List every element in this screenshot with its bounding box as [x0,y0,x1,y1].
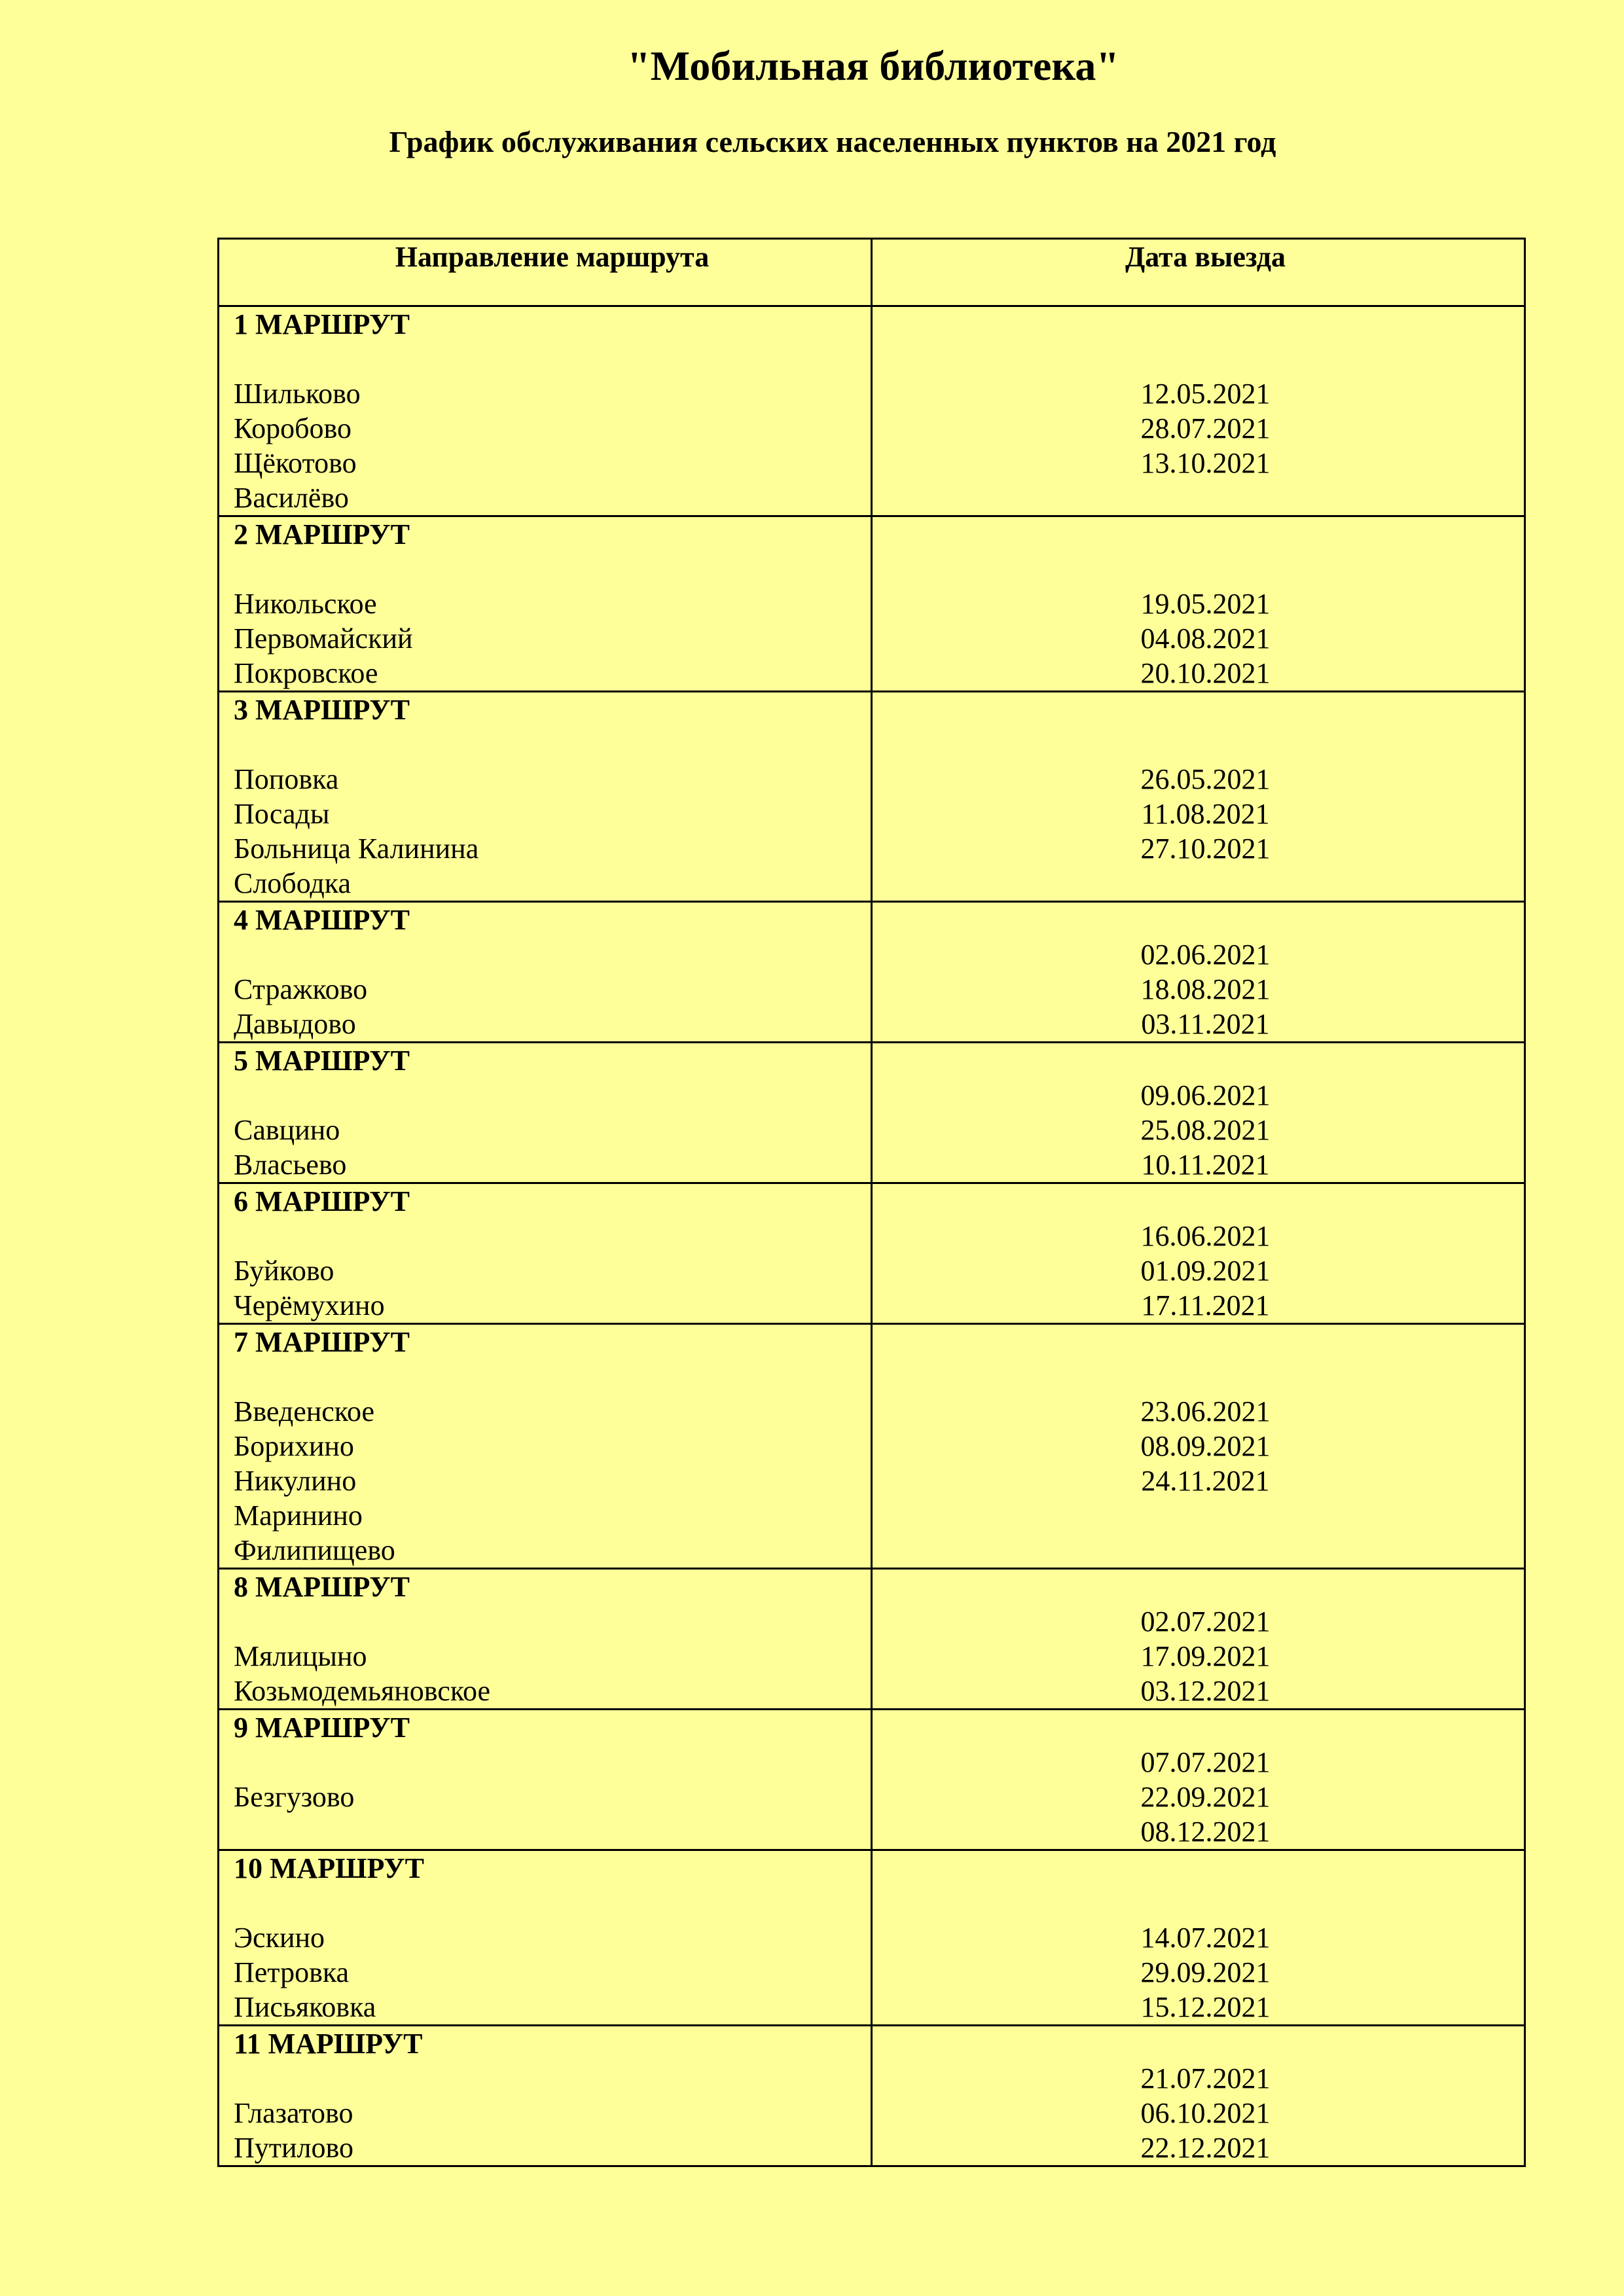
settlement-name: Поповка [234,763,339,795]
departure-date: 23.06.2021 [1140,1395,1271,1427]
settlement-name [234,342,871,376]
departure-date: 22.12.2021 [1140,2132,1271,2164]
route-dates-cell [872,1710,1525,1850]
departure-date: 21.07.2021 [1140,2062,1271,2094]
settlement-name [234,1359,871,1394]
schedule-table [217,238,1526,2167]
departure-date: 20.10.2021 [1140,657,1271,689]
settlement-name: Глазатово [234,2097,353,2129]
departure-date [887,1325,1524,1359]
departure-date [887,1498,1524,1533]
route-name: 5 МАРШРУТ [234,1045,410,1077]
settlement-name [234,1814,871,1849]
departure-date [887,480,1524,515]
route-row [219,2026,1525,2166]
route-row [219,902,1525,1043]
departure-date: 16.06.2021 [1140,1220,1271,1252]
departure-date: 07.07.2021 [1140,1746,1271,1778]
route-dates-cell [872,1324,1525,1569]
settlement-name [234,2061,871,2096]
departure-date: 17.09.2021 [1140,1640,1271,1672]
departure-date: 03.11.2021 [1141,1008,1270,1040]
settlement-name: Щёкотово [234,447,357,479]
departure-date: 10.11.2021 [1141,1149,1270,1181]
route-dates-cell [872,692,1525,902]
settlement-name [234,1078,871,1113]
departure-date: 24.11.2021 [1141,1465,1270,1497]
route-name: 3 МАРШРУТ [234,694,410,726]
settlement-name: Первомайский [234,622,413,655]
settlement-name: Больница Калинина [234,833,479,865]
route-name: 9 МАРШРУТ [234,1712,410,1744]
page-title: "Мобильная библиотека" [627,43,1119,89]
header-direction: Направление маршрута [219,239,872,306]
route-name: 2 МАРШРУТ [234,518,410,550]
route-row [219,1710,1525,1850]
departure-date: 27.10.2021 [1140,833,1271,865]
settlement-name: Безгузово [234,1781,355,1813]
route-name: 10 МАРШРУТ [234,1852,424,1884]
settlement-name [234,1604,871,1639]
settlement-name: Путилово [234,2132,353,2164]
departure-date [887,866,1524,901]
departure-date [887,1533,1524,1568]
departure-date [887,307,1524,342]
departure-date: 17.11.2021 [1141,1289,1270,1321]
departure-date [887,1359,1524,1394]
route-name: 8 МАРШРУТ [234,1571,410,1603]
route-row [219,1043,1525,1183]
settlement-name: Василёво [234,482,349,514]
departure-date: 12.05.2021 [1140,378,1271,410]
route-row [219,516,1525,692]
departure-date: 28.07.2021 [1140,412,1271,444]
route-row [219,692,1525,902]
route-direction-cell [219,306,872,516]
departure-date: 08.09.2021 [1140,1430,1271,1462]
departure-date [887,342,1524,376]
settlement-name [234,1745,871,1780]
route-dates-cell [872,1569,1525,1710]
departure-date [887,1710,1524,1745]
departure-date: 19.05.2021 [1140,588,1271,620]
route-row [219,306,1525,516]
route-dates-cell [872,2026,1525,2166]
route-name: 4 МАРШРУТ [234,904,410,936]
departure-date: 11.08.2021 [1141,798,1270,830]
page-subtitle: График обслуживания сельских населенных пунктов на 2021 год [389,125,1276,158]
departure-date: 02.06.2021 [1140,939,1271,971]
settlement-name: Введенское [234,1395,375,1427]
departure-date [887,1886,1524,1920]
settlement-name: Письяковка [234,1991,376,2023]
route-direction-cell [219,1850,872,2026]
table-header-row [219,239,1525,306]
route-row [219,1324,1525,1569]
departure-date: 29.09.2021 [1140,1956,1271,1988]
route-row [219,1183,1525,1324]
departure-date [887,1851,1524,1886]
route-dates-cell [872,1043,1525,1183]
departure-date: 04.08.2021 [1140,622,1271,655]
departure-date: 03.12.2021 [1140,1675,1271,1707]
route-direction-cell [219,2026,872,2166]
settlement-name: Маринино [234,1499,363,1532]
settlement-name: Давыдово [234,1008,356,1040]
departure-date: 06.10.2021 [1140,2097,1271,2129]
departure-date: 13.10.2021 [1140,447,1271,479]
route-row [219,1569,1525,1710]
departure-date [887,517,1524,552]
route-direction-cell [219,516,872,692]
departure-date: 15.12.2021 [1140,1991,1271,2023]
settlement-name: Слободка [234,867,352,899]
route-dates-cell [872,902,1525,1043]
settlement-name: Стражково [234,973,368,1005]
departure-date [887,552,1524,586]
departure-date: 22.09.2021 [1140,1781,1271,1813]
route-direction-cell [219,1043,872,1183]
settlement-name: Козьмодемьяновское [234,1675,491,1707]
departure-date: 25.08.2021 [1140,1114,1271,1146]
settlement-name: Борихино [234,1430,354,1462]
route-direction-cell [219,1324,872,1569]
settlement-name: Покровское [234,657,378,689]
settlement-name [234,1219,871,1253]
route-dates-cell [872,1850,1525,2026]
route-dates-cell [872,1183,1525,1324]
settlement-name: Коробово [234,412,352,444]
route-dates-cell [872,516,1525,692]
settlement-name: Мялицыно [234,1640,367,1672]
departure-date [887,1570,1524,1604]
settlement-name: Черёмухино [234,1289,385,1321]
departure-date: 08.12.2021 [1140,1816,1271,1848]
route-name: 1 МАРШРУТ [234,308,410,340]
route-direction-cell [219,1710,872,1850]
settlement-name: Власьево [234,1149,347,1181]
departure-date [887,2026,1524,2061]
departure-date: 09.06.2021 [1140,1079,1271,1111]
settlement-name: Савцино [234,1114,340,1146]
settlement-name: Петровка [234,1956,350,1988]
departure-date [887,692,1524,727]
settlement-name: Никулино [234,1465,357,1497]
departure-date: 01.09.2021 [1140,1255,1271,1287]
settlement-name: Эскино [234,1922,325,1954]
departure-date: 26.05.2021 [1140,763,1271,795]
settlement-name: Посады [234,798,330,830]
departure-date [887,727,1524,762]
departure-date [887,1043,1524,1078]
settlement-name: Филипищево [234,1534,395,1566]
departure-date [887,1184,1524,1219]
settlement-name [234,552,871,586]
departure-date: 14.07.2021 [1140,1922,1271,1954]
route-name: 11 МАРШРУТ [234,2028,423,2060]
departure-date: 18.08.2021 [1140,973,1271,1005]
settlement-name [234,727,871,762]
route-dates-cell [872,306,1525,516]
departure-date [887,903,1524,937]
settlement-name: Никольское [234,588,377,620]
route-name: 6 МАРШРУТ [234,1185,410,1217]
routes-body [219,306,1525,2166]
route-direction-cell [219,1569,872,1710]
header-date: Дата выезда [872,239,1525,306]
route-direction-cell [219,1183,872,1324]
route-direction-cell [219,692,872,902]
settlement-name [234,937,871,972]
route-direction-cell [219,902,872,1043]
settlement-name: Шильково [234,378,361,410]
settlement-name [234,1886,871,1920]
route-row [219,1850,1525,2026]
departure-date: 02.07.2021 [1140,1605,1271,1638]
route-name: 7 МАРШРУТ [234,1326,410,1358]
settlement-name: Буйково [234,1255,334,1287]
